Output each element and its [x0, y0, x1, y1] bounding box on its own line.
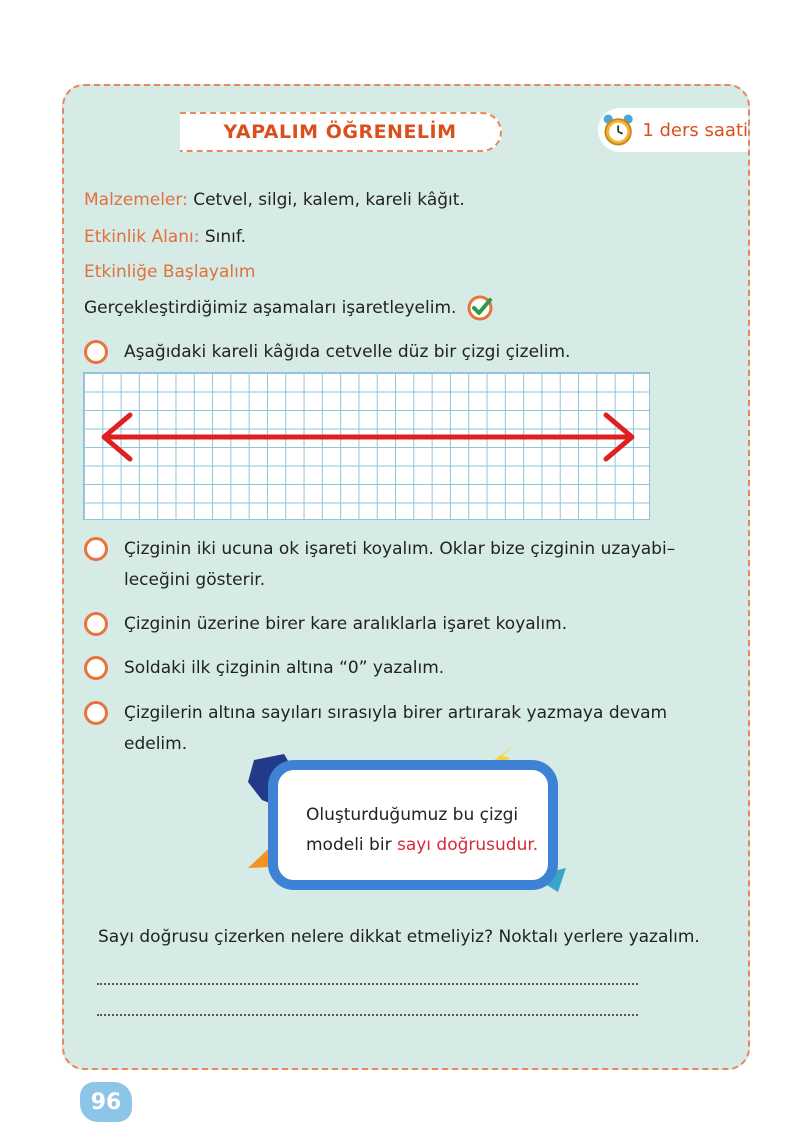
- answer-line[interactable]: [97, 983, 638, 985]
- note-line2: [306, 830, 538, 860]
- step-checkbox[interactable]: [84, 656, 108, 680]
- start-heading: Etkinliğe Başlayalım: [84, 262, 256, 282]
- duration-badge: [598, 108, 748, 152]
- step-text-continued: edelim.: [124, 734, 188, 754]
- note-text: [306, 800, 538, 860]
- step-checkbox[interactable]: [84, 537, 108, 561]
- materials-label: Malzemeler:: [84, 190, 188, 210]
- step-text: Çizgilerin altına sayıları sırasıyla birer artırarak yazmaya devam: [124, 703, 668, 723]
- alarm-clock-icon: [600, 111, 636, 149]
- step-text: Aşağıdaki kareli kâğıda cetvelle düz bir çizgi çizelim.: [124, 342, 571, 362]
- section-title: YAPALIM ÖĞRENELİM: [180, 112, 502, 152]
- page-number: 96: [80, 1082, 132, 1122]
- question-text: Sayı doğrusu çizerken nelere dikkat etmeliyiz? Noktalı yerlere yazalım.: [98, 927, 700, 947]
- step-text: Çizginin iki ucuna ok işareti koyalım. Oklar bize çizginin uzayabi–: [124, 539, 676, 559]
- checkmark-icon: [466, 294, 494, 322]
- double-arrow-line: [84, 373, 651, 521]
- step-text: Çizginin üzerine birer kare aralıklarla işaret koyalım.: [124, 614, 568, 634]
- step-checkbox[interactable]: [84, 340, 108, 364]
- instruction-line: [84, 294, 494, 322]
- step-text-continued: leceğini gösterir.: [124, 570, 266, 590]
- materials-value: Cetvel, silgi, kalem, kareli kâğıt.: [193, 190, 465, 210]
- info-note-box: [268, 760, 558, 890]
- step-text: Soldaki ilk çizginin altına “0” yazalım.: [124, 658, 445, 678]
- grid-paper: [83, 372, 650, 520]
- duration-text: 1 ders saati: [642, 119, 748, 141]
- area-line: [84, 225, 246, 249]
- note-line2-prefix: modeli bir: [306, 835, 397, 855]
- area-value: Sınıf.: [204, 227, 247, 247]
- note-line1: Oluşturduğumuz bu çizgi: [306, 805, 519, 825]
- step-checkbox[interactable]: [84, 701, 108, 725]
- instruction-text: Gerçekleştirdiğimiz aşamaları işaretleyelim.: [84, 298, 457, 318]
- note-highlight: sayı doğrusudur.: [396, 835, 539, 855]
- step-checkbox[interactable]: [84, 612, 108, 636]
- area-label: Etkinlik Alanı:: [84, 227, 200, 247]
- materials-line: [84, 188, 465, 212]
- answer-line[interactable]: [97, 1014, 638, 1016]
